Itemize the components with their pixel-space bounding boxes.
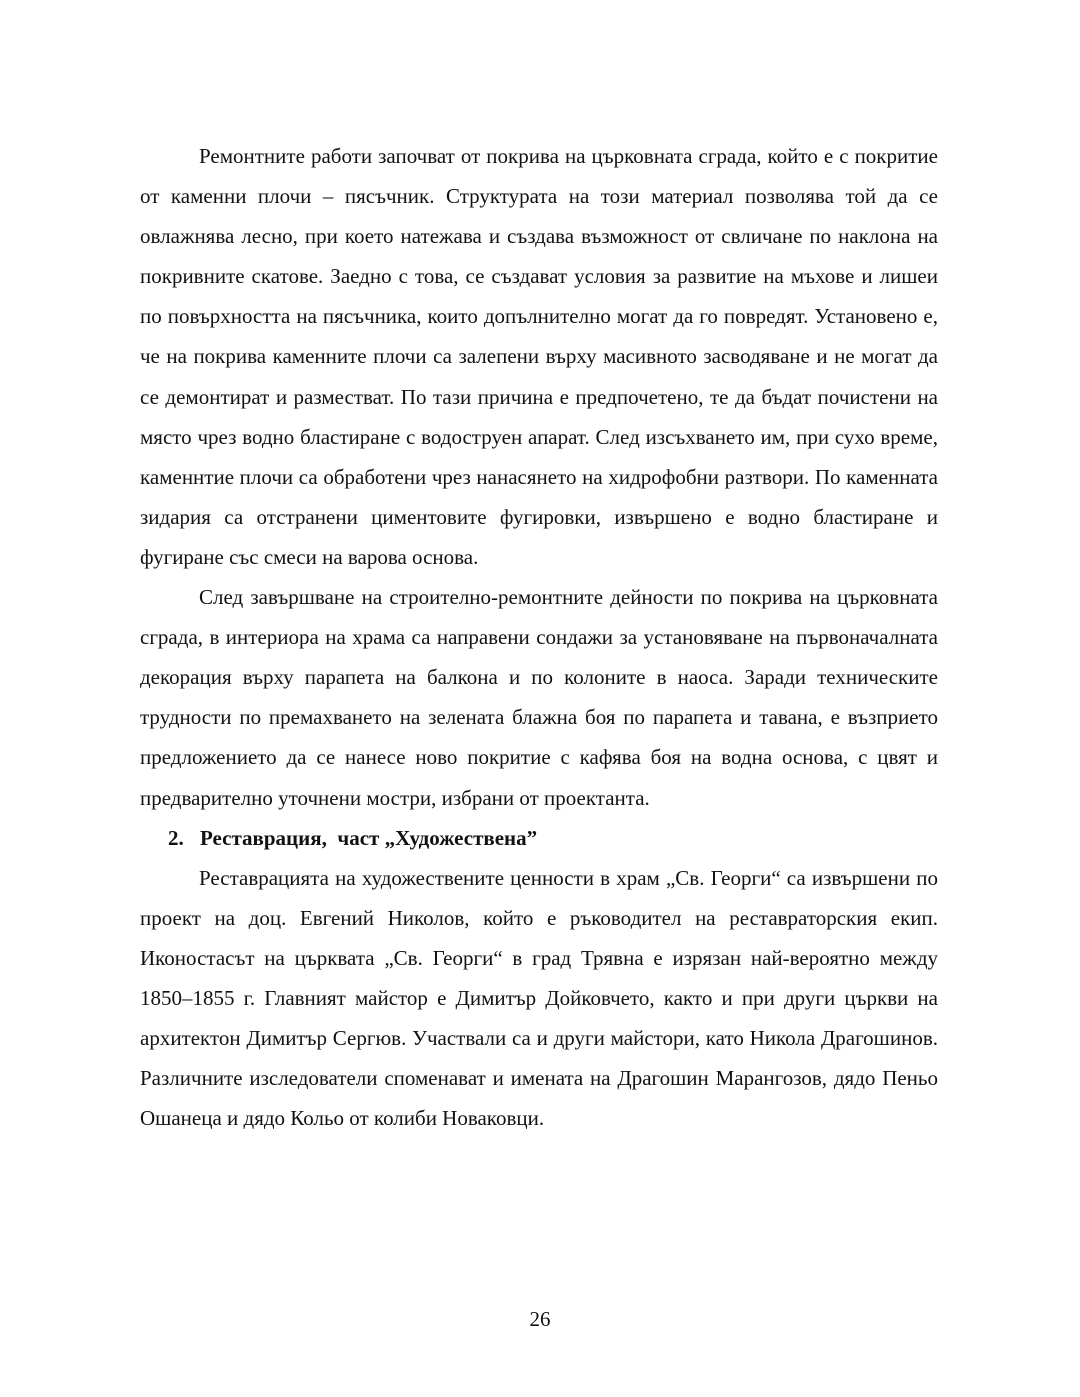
- section-heading: [140, 818, 938, 858]
- section-number: 2.: [168, 825, 184, 850]
- paragraph-roof-repair: Ремонтните работи започват от покрива на църковната сграда, който е с покритие от каменни плочи – пясъчник. Структурата на този материал позволява той да се овлажнява лесно, при което натежава и създава възможност от свличане по наклона на покривните скатове. Заедно с това, се създават условия за развитие на мъхове и лишеи по повърхността на пясъчника, които допълнително могат да го повредят. Установено е, че на покрива каменните плочи са залепени върху масивното засводяване и не могат да се демонтират и разместват. По тази причина е предпочетено, те да бъдат почистени на място чрез водно бластиране с водоструен апарат. След изсъхването им, при сухо време, каменнтие плочи са обработени чрез нанасянето на хидрофобни разтвори. По каменната зидария са отстранени циментовите фугировки, извършено е водно бластиране и фугиране със смеси на варова основа.: [140, 144, 938, 569]
- paragraph-artistic-restoration: Реставрацията на художествените ценности в храм „Св. Георги“ са извършени по проект на доц. Евгений Николов, който е ръководител на реставраторския екип. Иконостасът на църквата „Св. Георги“ в град Трявна е изрязан най-вероятно между 1850–1855 г. Главният майстор е Димитър Дойковчето, както и при други църкви на архитектон Димитър Сергюв. Участвали са и други майстори, като Никола Драгошинов. Различните изследователи споменават и имената на Драгошин Марангозов, дядо Пеньо Ошанеца и дядо Кольо от колиби Новаковци.: [140, 865, 938, 1131]
- page-number: 26: [529, 1307, 551, 1331]
- section-title: Реставрация, част „Художествена”: [200, 825, 538, 850]
- paragraph-interior-soundings: След завършване на строително-ремонтните дейности по покрива на църковната сграда, в интериора на храма са направени сондажи за установяване на първоначалната декорация върху парапета на балкона и по колоните в наоса. Заради техническите трудности по премахването на зелената блажна боя по парапета и тавана, е възприето предложението да се нанесе ново покритие с кафява боя на водна основа, с цвят и предварително уточнени мостри, избрани от проектанта.: [140, 585, 938, 810]
- document-body: [140, 136, 938, 1138]
